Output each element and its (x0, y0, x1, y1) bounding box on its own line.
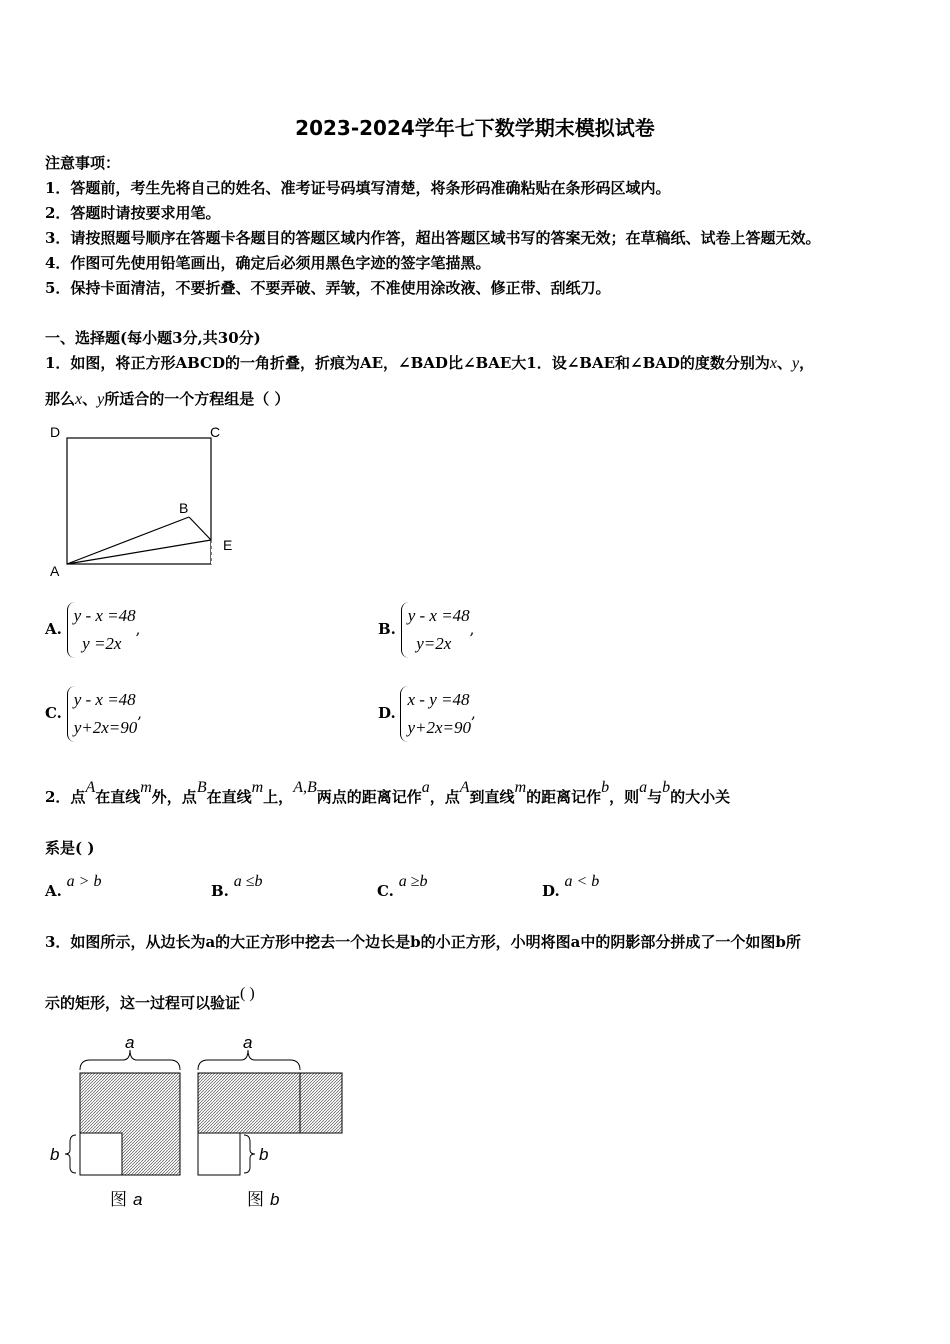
svg-text:a: a (125, 1033, 135, 1052)
q1-text-2: 那么x、y所适合的一个方程组是（ ） (45, 390, 290, 408)
notice-item: 4．作图可先使用铅笔画出，确定后必须用黑色字迹的签字笔描黑。 (45, 254, 491, 272)
notice-heading: 注意事项： (45, 154, 121, 172)
svg-text:图: 图 (110, 1190, 127, 1209)
q2-option-c[interactable]: C. a ≥b (377, 873, 428, 900)
label-d: D (50, 424, 61, 440)
q2-text: 2．点A在直线m外，点B在直线m上，A,B两点的距离记作a，点A到直线m的距离记作b，则a与b的大小关 (45, 779, 731, 806)
q1-option-a[interactable]: A. y - x =48 y =2x, (45, 602, 140, 658)
page-title: 2023-2024学年七下数学期末模拟试卷 (295, 116, 655, 140)
notice-item: 1．答题前，考生先将自己的姓名、准考证号码填写清楚，将条形码准确粘贴在条形码区域内。 (45, 179, 671, 197)
label-c: C (210, 424, 221, 440)
svg-text:a: a (243, 1033, 253, 1052)
q2-option-d[interactable]: D. a < b (542, 873, 600, 900)
notice-item: 3．请按照题号顺序在答题卡各题目的答题区域内作答，超出答题区域书写的答案无效；在草稿纸、试卷上答题无效。 (45, 229, 821, 247)
label-a: A (50, 563, 60, 579)
q1-option-d[interactable]: D. x - y =48 y+2x=90, (378, 686, 476, 742)
label-b: B (179, 500, 189, 516)
label-e: E (223, 537, 233, 553)
q2-option-b[interactable]: B. a ≤b (211, 873, 263, 900)
q1-text: 1．如图，将正方形ABCD的一角折叠，折痕为AE，∠BAD比∠BAE大1．设∠BAE和∠BAD的度数分别为x、y， (45, 354, 815, 372)
svg-text:b: b (270, 1190, 280, 1209)
figure-a (50, 1033, 180, 1209)
q3-figures (45, 1030, 355, 1215)
q2-option-a[interactable]: A. a > b (45, 873, 102, 900)
q2-text-2: 系是( ) (45, 839, 95, 857)
q1-figure (45, 420, 255, 585)
notice-item: 2．答题时请按要求用笔。 (45, 204, 221, 222)
svg-text:a: a (133, 1190, 143, 1209)
svg-text:b: b (259, 1145, 269, 1164)
q3-text-2: 示的矩形，这一过程可以验证( ) (45, 985, 255, 1012)
q1-option-b[interactable]: B. y - x =48 y=2x, (378, 602, 474, 658)
svg-text:b: b (50, 1145, 60, 1164)
svg-text:图: 图 (247, 1190, 264, 1209)
q1-option-c[interactable]: C. y - x =48 y+2x=90, (45, 686, 142, 742)
section-heading: 一、选择题(每小题3分,共30分) (45, 329, 261, 347)
notice-item: 5．保持卡面清洁，不要折叠、不要弄破、弄皱，不准使用涂改液、修正带、刮纸刀。 (45, 279, 611, 297)
figure-b (198, 1033, 342, 1209)
q3-text: 3．如图所示，从边长为a的大正方形中挖去一个边长是b的小正方形，小明将图a中的阴影部分拼成了一个如图b所 (45, 933, 801, 951)
